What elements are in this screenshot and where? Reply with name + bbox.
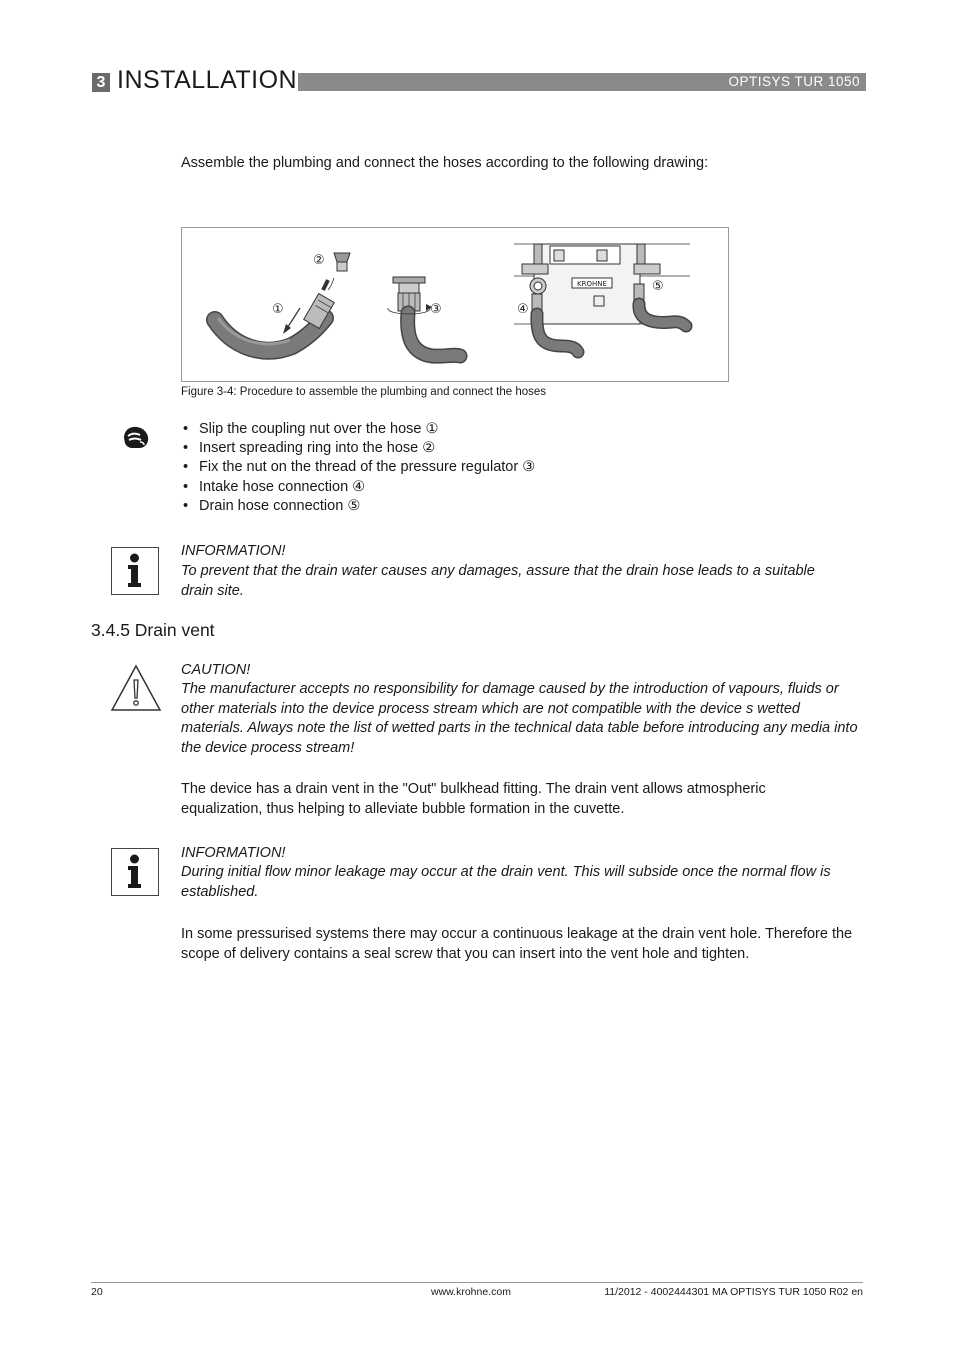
assembly-steps-list <box>183 420 535 516</box>
list-item <box>183 420 535 439</box>
caution-text: The manufacturer accepts no responsibility for damage caused by the introduction of vapours, fluids or other materials into the device process stream which are not compatible with the device s wetted materials. Always note the list of wetted parts in the technical data table before introducing any media into the device process stream! <box>181 681 858 756</box>
bullet: • <box>183 478 189 495</box>
info-text: To prevent that the drain water causes any damages, assure that the drain hose leads to a suitable drain site. <box>181 563 815 599</box>
drain-vent-paragraph: The device has a drain vent in the "Out" bulkhead fitting. The drain vent allows atmospheric equalization, thus helping to alleviate bubble formation in the cuvette. <box>181 781 766 817</box>
caution-heading: CAUTION! <box>181 662 251 678</box>
seal-screw-paragraph: In some pressurised systems there may occur a continuous leakage at the drain vent hole. Therefore the scope of delivery contains a seal screw that you can insert into the vent hole and tighten. <box>181 926 853 962</box>
page-number: 20 <box>91 1286 103 1298</box>
bullet: • <box>183 440 189 457</box>
callout-5: ⑤ <box>652 279 664 294</box>
figure-caption: Figure 3-4: Procedure to assemble the plumbing and connect the hoses <box>181 386 547 398</box>
step-text: Insert spreading ring into the hose ② <box>199 440 436 457</box>
callout-4: ④ <box>517 302 529 317</box>
device-brand-label: KROHNE <box>577 280 607 288</box>
device-illustration <box>514 244 690 352</box>
bullet: • <box>183 421 189 437</box>
chapter-number-badge: 3 <box>92 73 110 92</box>
chapter-title: INSTALLATION <box>117 66 298 94</box>
step-text: Slip the coupling nut over the hose ① <box>199 421 439 437</box>
information-icon <box>111 547 159 595</box>
hand-action-icon <box>120 424 152 454</box>
bullet: • <box>183 459 189 476</box>
plumbing-drawing <box>182 228 728 381</box>
intro-text: Assemble the plumbing and connect the hoses according to the following drawing: <box>181 155 709 171</box>
product-name: OPTISYS TUR 1050 <box>728 74 860 89</box>
info-heading: INFORMATION! <box>181 543 286 559</box>
section-heading: 3.4.5 Drain vent <box>91 620 215 640</box>
pressure-regulator-illustration <box>388 277 460 356</box>
document-reference: 11/2012 - 4002444301 MA OPTISYS TUR 1050 R02 en <box>604 1286 863 1298</box>
list-item <box>183 458 535 477</box>
bullet: • <box>183 497 189 514</box>
information-icon <box>111 848 159 896</box>
list-item <box>183 439 535 458</box>
step-text: Intake hose connection ④ <box>199 478 366 495</box>
assembly-figure <box>181 227 729 382</box>
callout-2: ② <box>313 253 325 268</box>
info-heading: INFORMATION! <box>181 845 286 861</box>
callout-3: ③ <box>430 302 442 317</box>
footer-divider <box>91 1282 863 1283</box>
list-item <box>183 497 535 516</box>
website-link[interactable]: www.krohne.com <box>431 1286 511 1298</box>
warning-icon <box>110 664 162 712</box>
step-text: Drain hose connection ⑤ <box>199 497 361 514</box>
list-item <box>183 478 535 497</box>
step-text: Fix the nut on the thread of the pressure regulator ③ <box>199 459 536 476</box>
callout-1: ① <box>272 302 284 317</box>
info-text: During initial flow minor leakage may occur at the drain vent. This will subside once the normal flow is established. <box>181 864 831 900</box>
